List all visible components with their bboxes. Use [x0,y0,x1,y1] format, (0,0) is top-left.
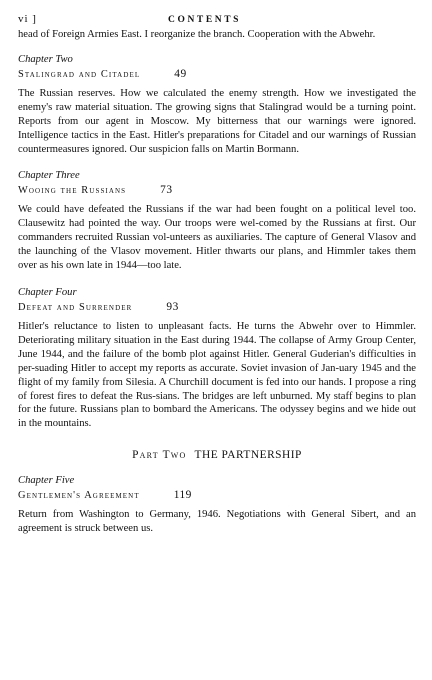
chapter-title: Defeat and Surrender [18,301,133,313]
chapter-page-ref: 93 [166,300,179,313]
chapter-heading [18,488,416,503]
chapter-entry-four [18,286,416,431]
chapter-title: Gentlemen's Agreement [18,490,140,502]
chapter-entry-five [18,474,416,536]
chapter-page-ref: 119 [173,489,192,502]
chapter-entry-three [18,169,416,273]
chapter-heading [18,67,416,82]
chapter-label: Chapter Two [18,53,73,65]
chapter-summary: Hitler's reluctance to listen to unpleasant facts. He turns the Abwehr over to Himmler. Deteriorating military situation in the East during 1944. The collapse of Army Group Center, June 1944, and the failure of the bomb plot against Hitler. General Guderian's difficulties in per-suading Hitler to accept my reports as accurate. Soviet invasion of Jan-uary 1945 and the flight of my family from Silesia. A Churchill document is fed into our hands. I propose a ring of forest fires to defeat the Rus-sians. The bridges are left unburned. My staff begins to plan for the future. Russians plan to bombard the Americans. The odyssey begins and we hide out in the mountains. [18,320,416,430]
chapter-summary: Return from Washington to Germany, 1946. Negotiations with General Sibert, and an agreement is struck between us. [18,509,416,535]
chapter-heading [18,300,416,315]
chapter-summary: The Russian reserves. How we calculated the enemy strength. How we investigated the enemy's raw material situation. The growing signs that Stalingrad would be a turning point. Reports from our agent in Moscow. My bitterness that our warnings were ignored. Intelligence tactics in the East. Hitler's preparations for Citadel and our warnings of Russian countermeasures ignored. Our suspicion falls on Martin Bormann. [18,87,416,155]
chapter-summary: We could have defeated the Russians if the war had been fought on a political level too. Clausewitz had pointed the way. Our troops were wel-comed by the Russians at first. Our commanders recruited Russian vol-unteers as auxiliaries. The capture of General Vlasov and the launching of the Vlasov movement. Hitler thwarts our plans, and Himmler takes them over as his own late in 1944—too late. [18,204,416,272]
contents-page [18,12,416,536]
chapter-page-ref: 73 [160,184,173,197]
chapter-title: Stalingrad and Citadel [18,68,141,80]
running-title: CONTENTS [168,15,242,25]
chapter-label: Chapter Five [18,475,75,487]
chapter-page-ref: 49 [174,67,187,80]
page-header [18,12,416,28]
page-number: vi ] [18,13,37,25]
chapter-label: Chapter Three [18,170,80,182]
part-number: Part Two [132,449,187,462]
part-name: THE PARTNERSHIP [194,449,302,462]
chapter-heading [18,183,416,198]
chapter-entry-two [18,53,416,157]
intro-summary-continuation: head of Foreign Armies East. I reorganize the branch. Cooperation with the Abwehr. [18,29,376,40]
chapter-title: Wooing the Russians [18,185,127,197]
chapter-label: Chapter Four [18,286,77,298]
part-heading [18,447,416,463]
